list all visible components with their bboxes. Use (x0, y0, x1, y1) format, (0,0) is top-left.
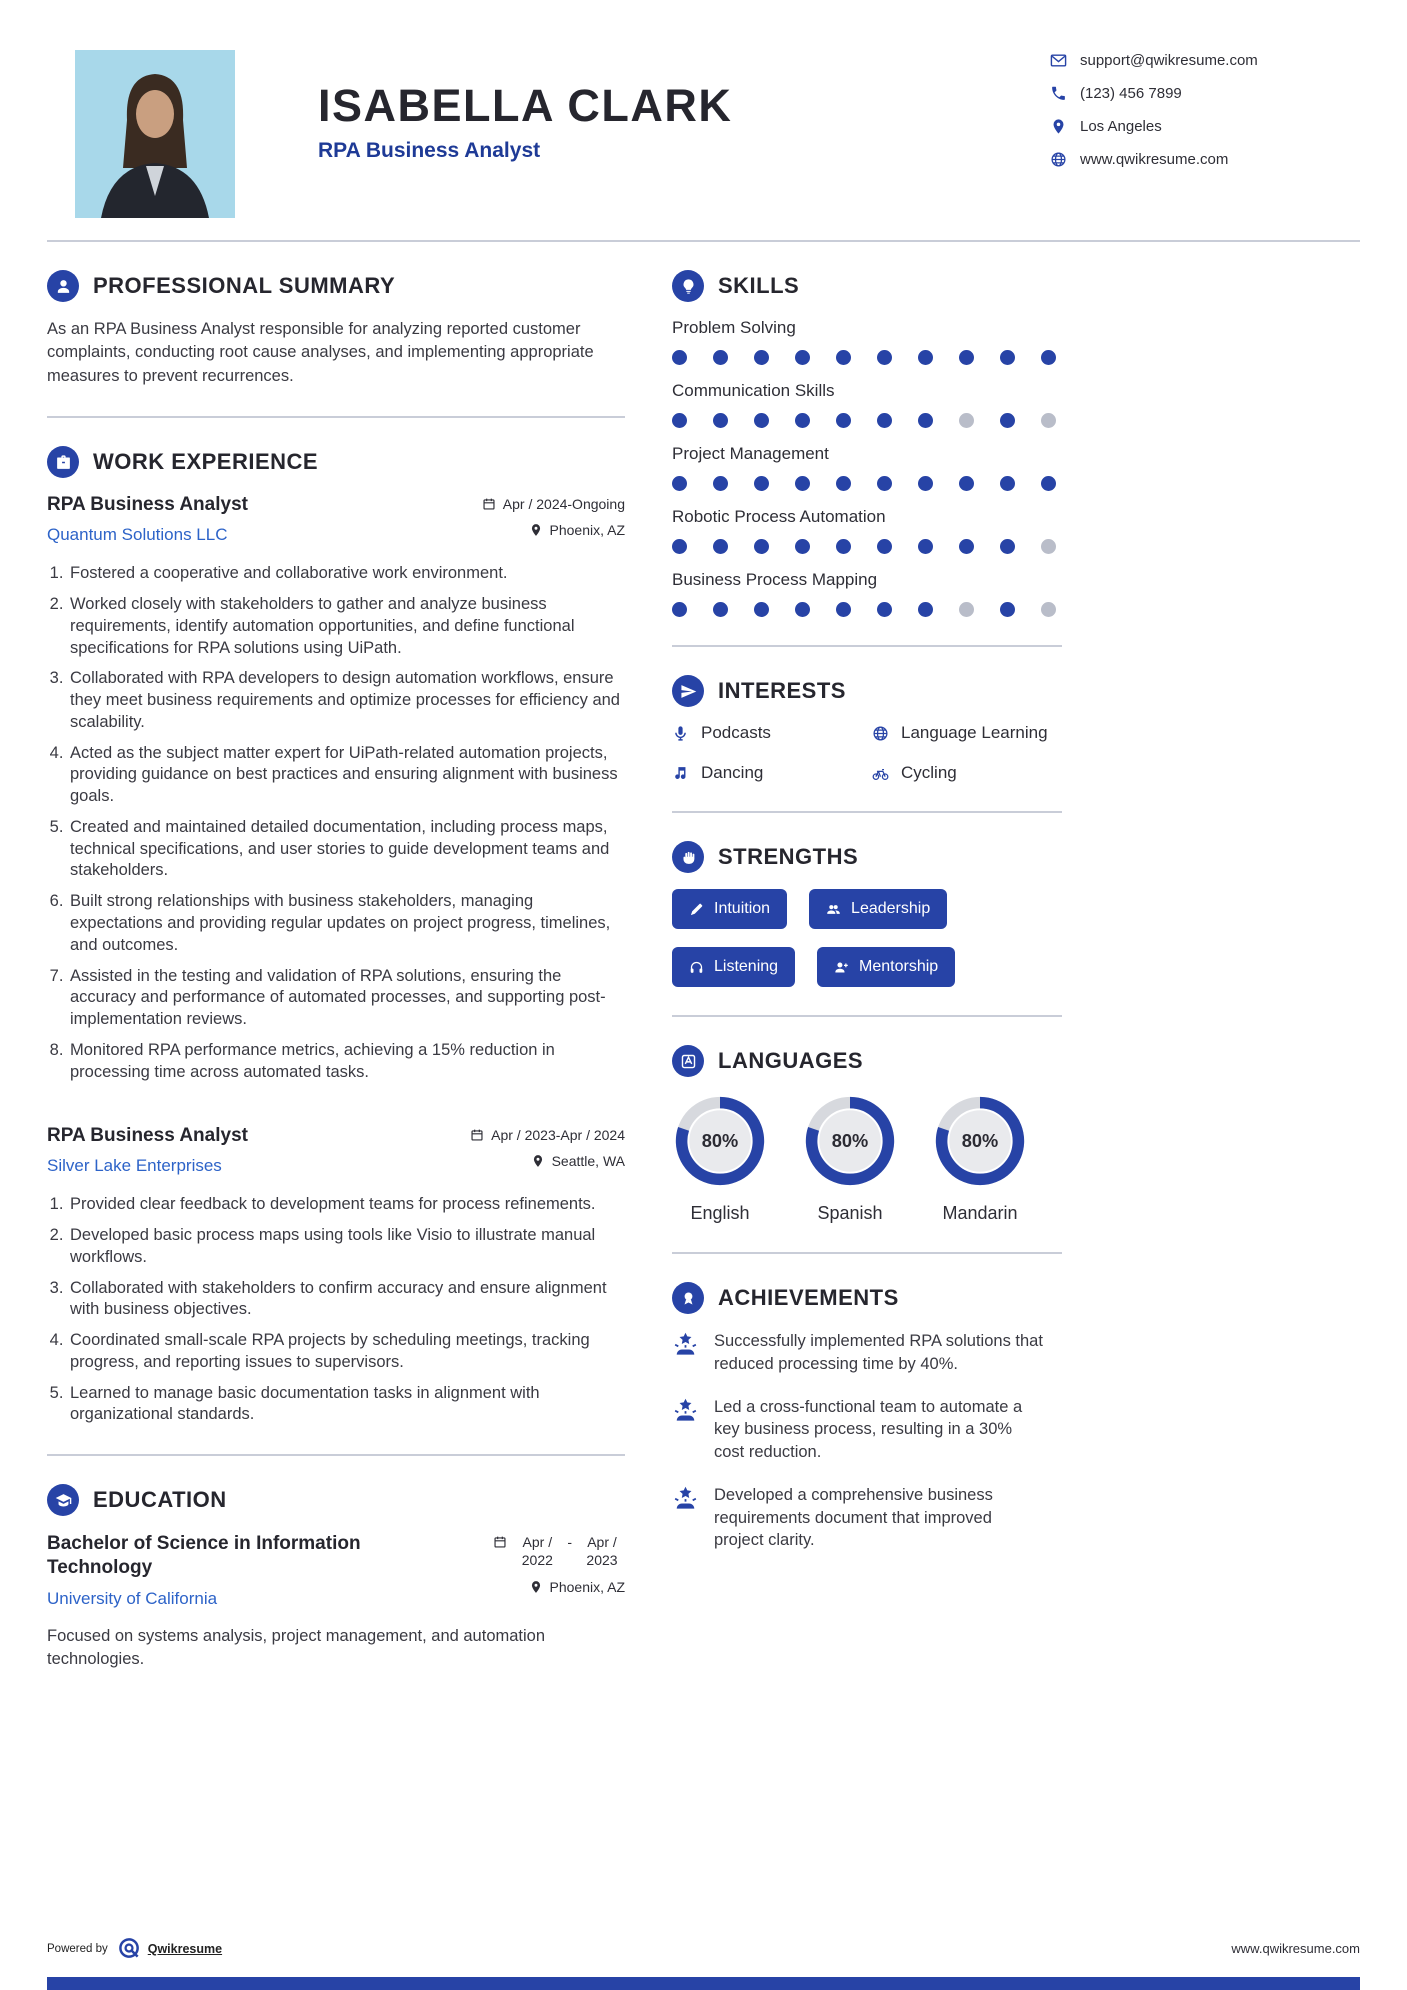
achievement-text: Developed a comprehensive business requirements document that improved project clarity. (714, 1485, 993, 1550)
experience-bullet: 8. Monitored RPA performance metrics, achieving a 15% reduction in processing time across automated tasks. (68, 1040, 625, 1084)
header (0, 0, 1407, 240)
skill-rating (672, 539, 1062, 554)
skill-name: Communication Skills (672, 381, 835, 400)
achievement-item (672, 1484, 1062, 1552)
interest-label: Podcasts (701, 723, 771, 742)
skills-section (672, 270, 1062, 617)
candidate-name: ISABELLA CLARK (318, 80, 733, 131)
svg-text:80%: 80% (831, 1129, 869, 1151)
headphones-icon (689, 960, 704, 975)
job-entry (47, 494, 625, 1083)
calendar-icon (493, 1535, 507, 1549)
skill-item (672, 444, 1062, 491)
work-experience-section (47, 446, 625, 1426)
interest-label: Dancing (701, 763, 764, 782)
skill-name: Project Management (672, 444, 829, 463)
skill-name: Problem Solving (672, 318, 796, 337)
music-note-icon (672, 765, 689, 782)
experience-bullet: 4. Acted as the subject matter expert for UiPath-related automation projects, providing guidance on best practices and ensuring alignment with business goals. (68, 743, 625, 808)
experience-bullet: 1. Provided clear feedback to development teams for process refinements. (68, 1194, 625, 1216)
calendar-icon (470, 1128, 484, 1142)
language-item (932, 1093, 1028, 1224)
experience-bullet: 5. Learned to manage basic documentation tasks in alignment with organizational standards. (68, 1383, 625, 1427)
star-hand-icon (672, 1397, 699, 1424)
job-location (531, 1153, 625, 1169)
people-icon (826, 902, 841, 917)
bottom-accent-bar (47, 1977, 1360, 1990)
language-donut-chart (672, 1093, 768, 1189)
qwikresume-brand-link[interactable]: Qwikresume (147, 1941, 223, 1956)
divider (47, 416, 625, 418)
pen-icon (689, 902, 704, 917)
star-hand-icon (672, 1485, 699, 1512)
interests-heading: INTERESTS (718, 678, 846, 703)
achievement-item (672, 1396, 1062, 1464)
company-link[interactable]: Quantum Solutions LLC (47, 525, 228, 545)
calendar-icon (482, 497, 496, 511)
skill-rating (672, 602, 1062, 617)
skill-name: Robotic Process Automation (672, 507, 886, 526)
experience-bullet: 1. Fostered a cooperative and collaborative work environment. (68, 563, 625, 585)
skill-item (672, 507, 1062, 554)
email-icon (1050, 52, 1067, 69)
experience-bullet: 7. Assisted in the testing and validation of RPA solutions, ensuring the accuracy and performance of automated processes, and supporting post-implementation reviews. (68, 966, 625, 1031)
contact-website-row (1050, 151, 1360, 168)
contact-phone-row (1050, 85, 1360, 102)
job-date (470, 1127, 625, 1143)
achievement-text: Led a cross-functional team to automate a key business process, resulting in a 30% cost reduction. (714, 1397, 1023, 1462)
translate-icon (672, 1045, 704, 1077)
strength-label: Mentorship (859, 958, 939, 975)
bicycle-icon (872, 765, 889, 782)
strength-label: Listening (714, 958, 779, 975)
job-date-text: Apr / 2023-Apr / 2024 (491, 1127, 625, 1144)
job-entry (47, 1125, 625, 1426)
education-heading: EDUCATION (93, 1487, 227, 1513)
fist-icon (672, 841, 704, 873)
work-heading: WORK EXPERIENCE (93, 449, 319, 475)
divider (672, 645, 1062, 647)
globe-icon (1050, 151, 1067, 168)
job-date (482, 496, 625, 512)
education-date-separator: - (567, 1534, 572, 1551)
interest-label: Cycling (901, 763, 957, 782)
education-date (493, 1534, 625, 1569)
language-item (672, 1093, 768, 1224)
languages-section (672, 1045, 1062, 1224)
experience-bullet: 3. Collaborated with RPA developers to design automation workflows, ensure they meet business requirements and optimize processes for efficiency and scalability. (68, 668, 625, 733)
strength-pill (817, 947, 955, 987)
language-item (802, 1093, 898, 1224)
company-link[interactable]: Silver Lake Enterprises (47, 1156, 222, 1176)
job-title: RPA Business Analyst (47, 1125, 248, 1147)
divider (672, 1015, 1062, 1017)
contact-phone: (123) 456 7899 (1080, 85, 1182, 102)
strength-label: Leadership (851, 900, 931, 917)
strength-pill (809, 889, 947, 929)
job-location-text: Seattle, WA (551, 1153, 625, 1170)
globe-icon (872, 725, 889, 742)
summary-heading: PROFESSIONAL SUMMARY (93, 273, 396, 298)
strengths-heading: STRENGTHS (718, 844, 859, 869)
briefcase-icon (47, 446, 79, 478)
language-donut-chart (932, 1093, 1028, 1189)
name-block (318, 50, 732, 163)
pin-icon (531, 1154, 545, 1168)
location-icon (1050, 118, 1067, 135)
skills-heading: SKILLS (718, 273, 800, 298)
job-title: RPA Business Analyst (47, 494, 248, 516)
strength-pill (672, 889, 787, 929)
strength-pill (672, 947, 795, 987)
language-name: English (690, 1203, 750, 1223)
language-name: Mandarin (942, 1203, 1018, 1223)
education-section (47, 1484, 625, 1671)
achievements-section (672, 1282, 1062, 1552)
lightbulb-icon (672, 270, 704, 302)
skill-rating (672, 476, 1062, 491)
summary-text: As an RPA Business Analyst responsible for analyzing reported customer complaints, conducting root cause analyses, and implementing appropriate measures to prevent recurrences. (47, 320, 594, 385)
microphone-icon (672, 725, 689, 742)
svg-text:80%: 80% (961, 1129, 999, 1151)
university-link[interactable]: University of California (47, 1588, 218, 1608)
job-date-text: Apr / 2024-Ongoing (502, 496, 625, 513)
achievement-item (672, 1330, 1062, 1376)
divider (47, 1454, 625, 1456)
education-date-end: Apr / 2023 (586, 1534, 618, 1568)
person-plus-icon (834, 960, 849, 975)
profile-photo (75, 50, 235, 218)
interest-item (672, 763, 872, 783)
contact-location: Los Angeles (1080, 118, 1162, 135)
interest-item (672, 723, 872, 743)
contact-info (1050, 50, 1360, 168)
powered-by-label: Powered by (47, 1942, 108, 1955)
qwikresume-logo-icon (118, 1937, 141, 1960)
degree-title: Bachelor of Science in Information Technology (47, 1533, 361, 1578)
languages-heading: LANGUAGES (718, 1048, 864, 1073)
education-description: Focused on systems analysis, project management, and automation technologies. (47, 1626, 546, 1669)
language-donut-chart (802, 1093, 898, 1189)
experience-bullet: 3. Collaborated with stakeholders to confirm accuracy and ensure alignment with business objectives. (68, 1278, 625, 1322)
footer-website: www.qwikresume.com (1231, 1941, 1360, 1956)
job-location-text: Phoenix, AZ (549, 522, 625, 539)
education-date-start: Apr / 2022 (521, 1534, 553, 1568)
experience-bullet: 4. Coordinated small-scale RPA projects by scheduling meetings, tracking progress, and reporting issues to supervisors. (68, 1330, 625, 1374)
pin-icon (529, 523, 543, 537)
experience-bullet: 2. Worked closely with stakeholders to gather and analyze business requirements, identify automation opportunities, and define functional specifications for RPA solutions using UiPath. (68, 594, 625, 659)
interests-section (672, 675, 1062, 783)
skill-item (672, 570, 1062, 617)
education-location-text: Phoenix, AZ (549, 1579, 625, 1596)
strengths-section (672, 841, 1062, 987)
skill-item (672, 318, 1062, 365)
skill-rating (672, 350, 1062, 365)
phone-icon (1050, 85, 1067, 102)
skill-item (672, 381, 1062, 428)
interest-item (872, 723, 1062, 743)
person-icon (47, 270, 79, 302)
interest-label: Language Learning (901, 723, 1048, 742)
contact-email: support@qwikresume.com (1080, 52, 1258, 69)
contact-location-row (1050, 118, 1360, 135)
contact-email-row (1050, 52, 1360, 69)
job-bullet-list (47, 1194, 625, 1426)
medal-icon (672, 1282, 704, 1314)
graduation-cap-icon (47, 1484, 79, 1516)
language-name: Spanish (817, 1203, 883, 1223)
footer (47, 1937, 1360, 1960)
main-content (0, 242, 1407, 1672)
experience-bullet: 2. Developed basic process maps using tools like Visio to illustrate manual workflows. (68, 1225, 625, 1269)
svg-text:80%: 80% (701, 1129, 739, 1151)
divider (672, 1252, 1062, 1254)
experience-bullet: 5. Created and maintained detailed documentation, including process maps, technical specifications, and user stories to guide development teams and stakeholders. (68, 817, 625, 882)
skill-rating (672, 413, 1062, 428)
job-location (529, 522, 626, 538)
right-column (672, 270, 1062, 1572)
experience-bullet: 6. Built strong relationships with business stakeholders, managing expectations and providing regular updates on project progress, timelines, and outcomes. (68, 891, 625, 956)
left-column (47, 270, 625, 1672)
divider (672, 811, 1062, 813)
paper-plane-icon (672, 675, 704, 707)
summary-section (47, 270, 625, 388)
star-hand-icon (672, 1331, 699, 1358)
strength-label: Intuition (714, 900, 771, 917)
education-location (529, 1579, 626, 1595)
pin-icon (529, 1580, 543, 1594)
contact-website: www.qwikresume.com (1080, 151, 1229, 168)
achievements-heading: ACHIEVEMENTS (718, 1285, 899, 1310)
interest-item (872, 763, 1062, 783)
job-bullet-list (47, 563, 625, 1083)
achievement-text: Successfully implemented RPA solutions that reduced processing time by 40%. (714, 1332, 1043, 1373)
candidate-title: RPA Business Analyst (318, 139, 541, 162)
skill-name: Business Process Mapping (672, 570, 878, 589)
